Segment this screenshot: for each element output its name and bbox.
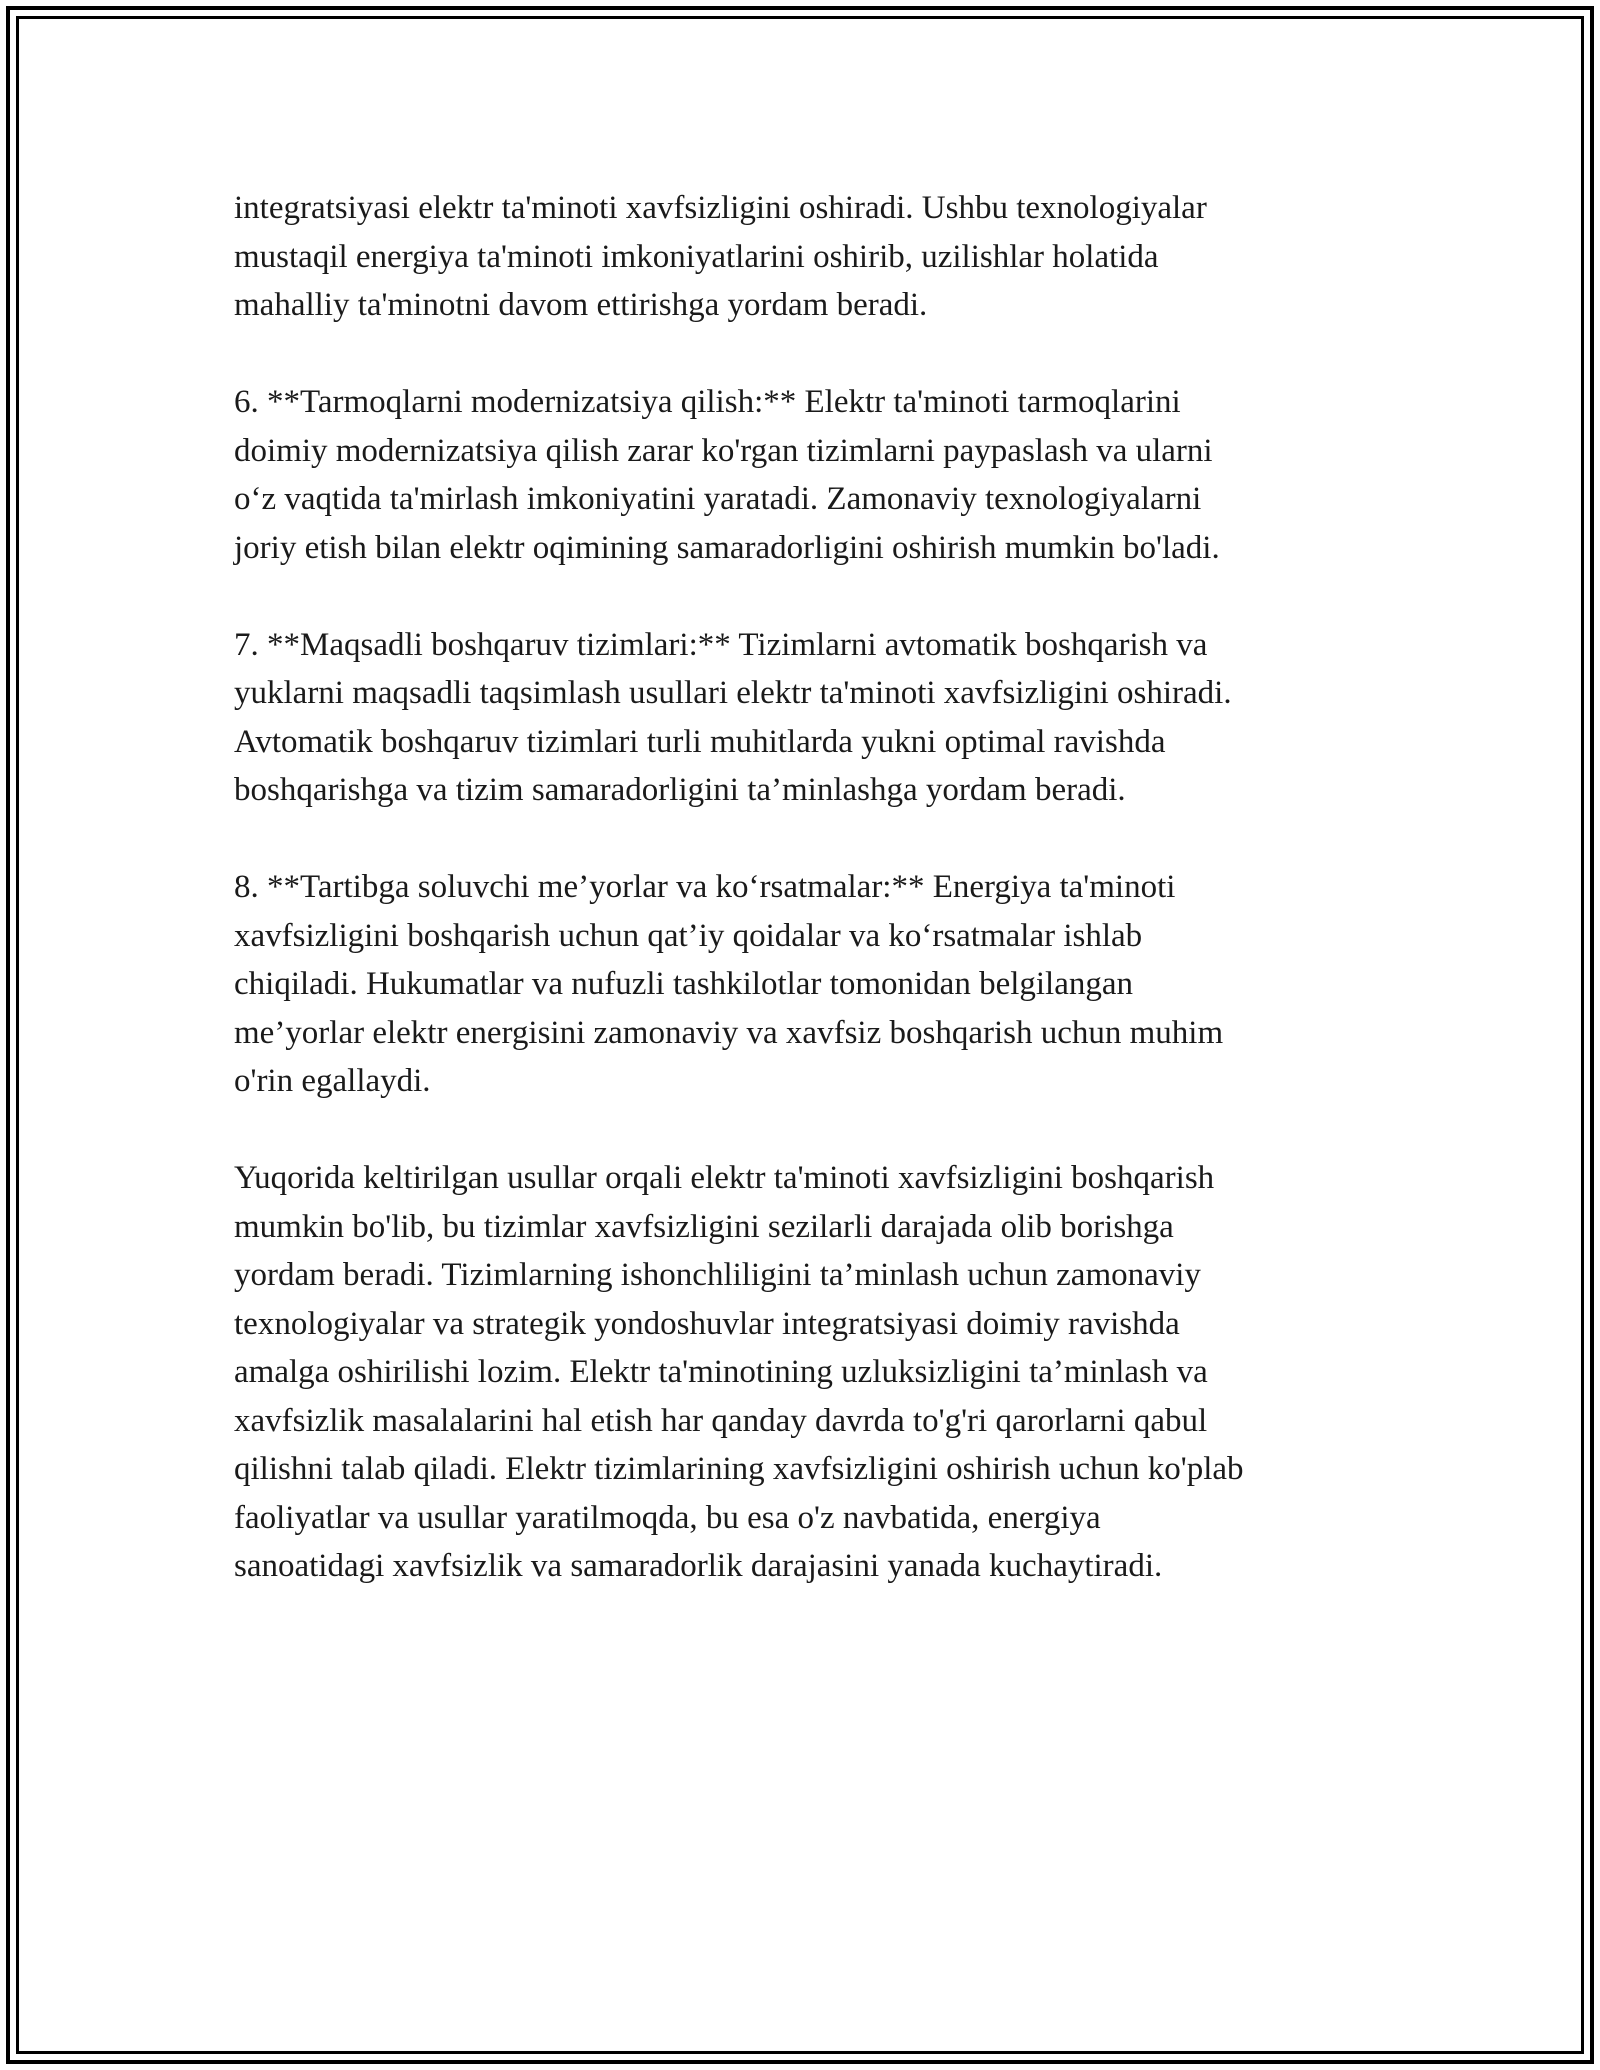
paragraph-item-7: 7. **Maqsadli boshqaruv tizimlari:** Tizimlarni avtomatik boshqarish va yuklarni maqsadli taqsimlash usullari elektr ta'minoti xavfsizligini oshiradi. Avtomatik boshqaruv tizimlari turli muhitlarda yukni optimal ravishda boshqarishga va tizim samaradorligini ta’minlashga yordam beradi. [234,626,1232,808]
paragraph-conclusion: Yuqorida keltirilgan usullar orqali elektr ta'minoti xavfsizligini boshqarish mumkin bo'lib, bu tizimlar xavfsizligini sezilarli darajada olib borishga yordam beradi. Tizimlarning ishonchliligini ta’minlash uchun zamonaviy texnologiyalar va strategik yondoshuvlar integratsiyasi doimiy ravishda amalga oshirilishi lozim. Elektr ta'minotining uzluksizligini ta’minlash va xavfsizlik masalalarini hal etish har qanday davrda to'g'ri qarorlarni qabul qilishni talab qiladi. Elektr tizimlarining xavfsizligini oshirish uchun ko'plab faoliyatlar va usullar yaratilmoqda, bu esa o'z navbatida, energiya sanoatidagi xavfsizlik va samaradorlik darajasini yanada kuchaytiradi. [234,1160,1244,1584]
paragraph-continuation: integratsiyasi elektr ta'minoti xavfsizligini oshiradi. Ushbu texnologiyalar mustaqil energiya ta'minoti imkoniyatlarini oshirib, uzilishlar holatida mahalliy ta'minotni davom ettirishga yordam beradi. [234,190,1207,323]
paragraph-item-6: 6. **Tarmoqlarni modernizatsiya qilish:** Elektr ta'minoti tarmoqlarini doimiy modernizatsiya qilish zarar ko'rgan tizimlarni paypaslash va ularni o‘z vaqtida ta'mirlash imkoniyatini yaratadi. Zamonaviy texnologiyalarni joriy etish bilan elektr oqimining samaradorligini oshirish mumkin bo'ladi. [234,384,1220,566]
paragraph-item-8: 8. **Tartibga soluvchi me’yorlar va ko‘rsatmalar:** Energiya ta'minoti xavfsizligini boshqarish uchun qat’iy qoidalar va ko‘rsatmalar ishlab chiqiladi. Hukumatlar va nufuzli tashkilotlar tomonidan belgilangan me’yorlar elektr energisini zamonaviy va xavfsiz boshqarish uchun muhim o'rin egallaydi. [234,869,1224,1099]
document-body [234,184,1384,1591]
